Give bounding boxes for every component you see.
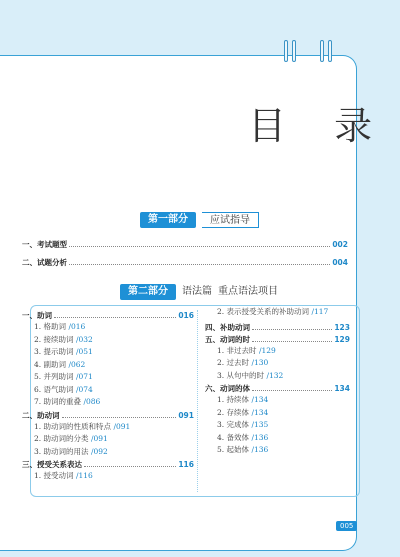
toc-entry-page: 002: [332, 240, 348, 249]
subitem-text: 3. 助动词的用法: [34, 446, 89, 456]
subitem-page: /086: [83, 397, 101, 406]
toc-section-page: 134: [334, 384, 350, 393]
subitem-page: /116: [75, 471, 93, 480]
part2-subtitle: [182, 284, 278, 300]
toc-section-label: 六、动词的体: [205, 384, 250, 393]
toc-subitem[interactable]: [22, 421, 194, 434]
toc-subitem[interactable]: [205, 432, 350, 445]
toc-subitem[interactable]: [22, 396, 194, 409]
subitem-page: /134: [251, 395, 269, 404]
subitem-text: 5. 起始体: [217, 445, 250, 454]
toc-entry-page: 004: [332, 258, 348, 267]
subitem-page: /071: [75, 372, 93, 381]
part1-tag: 第一部分: [140, 212, 196, 228]
toc-entry-label: 二、试题分析: [22, 258, 67, 267]
toc-section[interactable]: [205, 382, 350, 394]
toc-subitem[interactable]: [205, 419, 350, 432]
leader-dots: [69, 246, 330, 247]
part1-subtitle: 应试指导: [202, 212, 259, 228]
toc-right-column: [205, 306, 350, 457]
toc-subitem[interactable]: [205, 370, 350, 383]
subitem-text: 1. 助动词的性质和特点: [34, 421, 112, 431]
subitem-text: 2. 接续助词: [34, 334, 74, 344]
toc-section-label: 一、助词: [22, 311, 52, 320]
subitem-text: 5. 并列助词: [34, 372, 74, 381]
subitem-page: /117: [311, 307, 329, 316]
toc-subitem[interactable]: [205, 444, 350, 457]
toc-left-column: [22, 309, 194, 483]
toc-subitem[interactable]: [205, 306, 350, 319]
subitem-page: /062: [68, 359, 86, 369]
toc-subitem[interactable]: [22, 371, 194, 384]
toc-subitem[interactable]: [22, 433, 194, 446]
leader-dots: [54, 317, 176, 318]
toc-section-label: 三、授受关系表达: [22, 460, 82, 469]
toc-subitem[interactable]: [22, 334, 194, 347]
subitem-page: /074: [75, 384, 93, 394]
subitem-text: 4. 副助词: [34, 359, 67, 369]
toc-entry-label: 一、考试题型: [22, 240, 67, 249]
subitem-page: /016: [68, 322, 86, 331]
toc-section-label: 二、助动词: [22, 410, 60, 420]
subitem-text: 2. 存续体: [217, 407, 250, 417]
leader-dots: [252, 329, 332, 330]
subitem-text: 2. 表示授受关系的补助动词: [217, 307, 310, 316]
subitem-page: /130: [251, 358, 269, 367]
page-number: 005: [336, 521, 357, 531]
subitem-text: 1. 授受动词: [34, 471, 74, 480]
toc-subitem[interactable]: [22, 470, 194, 483]
subitem-text: 3. 完成体: [217, 420, 250, 429]
part2-subtitle-a: 语法篇: [182, 286, 212, 297]
part2-tag: 第二部分: [120, 284, 176, 300]
toc-section-page: 016: [178, 311, 194, 320]
part1-banner: [140, 212, 259, 228]
toc-subitem[interactable]: [22, 384, 194, 397]
toc-entry[interactable]: [22, 238, 348, 250]
toc-section-page: 123: [334, 322, 350, 332]
toc-section-page: 129: [334, 334, 350, 344]
subitem-text: 1. 非过去时: [217, 345, 257, 355]
subitem-text: 3. 从句中的时: [217, 370, 265, 380]
toc-section-label: 五、动词的时: [205, 334, 250, 344]
subitem-text: 1. 格助词: [34, 322, 67, 331]
toc-section[interactable]: [205, 321, 350, 333]
subitem-page: /136: [251, 445, 269, 454]
subitem-page: /134: [251, 407, 269, 417]
toc-subitem[interactable]: [205, 407, 350, 420]
binder-ring-icon: [320, 40, 324, 62]
subitem-page: /091: [90, 434, 108, 443]
toc-subitem[interactable]: [205, 345, 350, 358]
toc-section[interactable]: [22, 409, 194, 421]
subitem-text: 2. 助动词的分类: [34, 434, 89, 443]
binder-ring-icon: [328, 40, 332, 62]
subitem-text: 4. 备效体: [217, 432, 250, 442]
leader-dots: [252, 390, 332, 391]
leader-dots: [84, 466, 176, 467]
part2-banner: [120, 284, 278, 300]
toc-subitem[interactable]: [22, 359, 194, 372]
toc-entry[interactable]: [22, 256, 348, 268]
subitem-page: /051: [75, 347, 93, 356]
toc-subitem[interactable]: [22, 446, 194, 459]
subitem-page: /092: [90, 446, 108, 456]
toc-subitem[interactable]: [205, 394, 350, 407]
subitem-text: 2. 过去时: [217, 358, 250, 367]
toc-subitem[interactable]: [22, 346, 194, 359]
binder-ring-icon: [284, 40, 288, 62]
toc-subitem[interactable]: [205, 357, 350, 370]
subitem-page: /129: [258, 345, 276, 355]
part2-subtitle-b: 重点语法项目: [218, 286, 278, 297]
toc-section-page: 116: [178, 460, 194, 469]
page-title: 目 录: [248, 104, 391, 148]
binder-ring-icon: [292, 40, 296, 62]
subitem-text: 3. 提示助词: [34, 347, 74, 356]
part1-list: [22, 238, 348, 268]
toc-section[interactable]: [22, 458, 194, 470]
subitem-text: 6. 语气助词: [34, 384, 74, 394]
subitem-page: /135: [251, 420, 269, 429]
leader-dots: [252, 341, 332, 342]
subitem-text: 1. 持续体: [217, 395, 250, 404]
toc-section-label: 四、补助动词: [205, 322, 250, 332]
toc-section[interactable]: [205, 333, 350, 345]
subitem-page: /132: [266, 370, 284, 380]
subitem-page: /032: [75, 334, 93, 344]
leader-dots: [69, 264, 330, 265]
column-divider: [197, 310, 198, 492]
subitem-page: /136: [251, 432, 269, 442]
subitem-page: /091: [113, 421, 131, 431]
leader-dots: [62, 417, 177, 418]
subitem-text: 7. 助词的重叠: [34, 397, 82, 406]
toc-section[interactable]: [22, 309, 194, 321]
toc-section-page: 091: [178, 410, 194, 420]
toc-subitem[interactable]: [22, 321, 194, 334]
